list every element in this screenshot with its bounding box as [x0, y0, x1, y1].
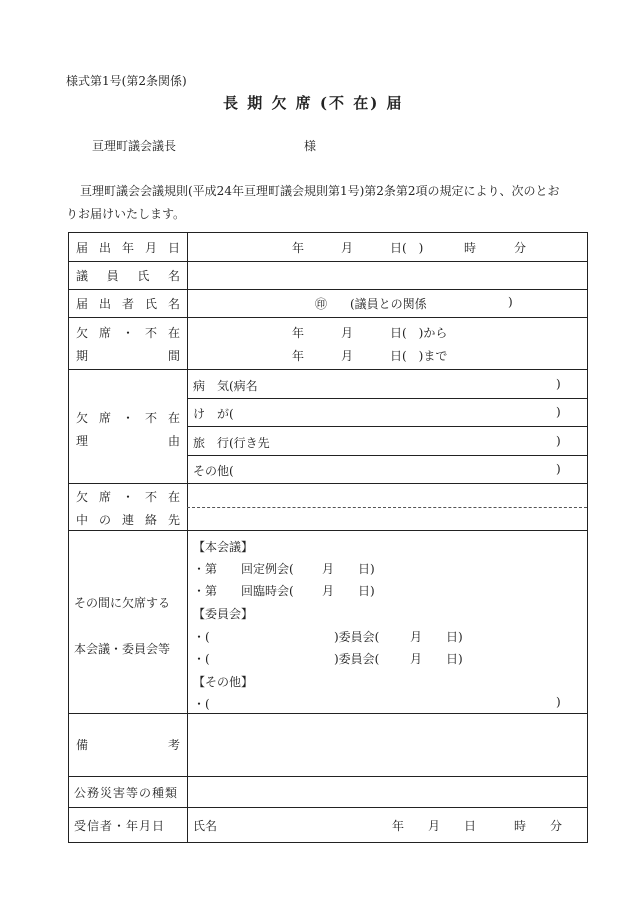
committee-1-day[interactable]: 日) — [446, 630, 463, 644]
other-heading: 【その他】 — [193, 675, 254, 689]
row-divider — [69, 530, 587, 531]
label-receiver: 受信者・年月日 — [74, 819, 166, 833]
relation-field[interactable]: (議員との関係 — [350, 297, 427, 311]
regular-session-field[interactable]: 回定例会( — [241, 562, 294, 576]
seal-mark: ㊞ — [315, 297, 328, 311]
label-absence-period-line1: 欠 席 ・ 不 在 — [76, 326, 180, 340]
committee-1-open: ・( — [193, 630, 210, 644]
body-text-line2: りお届けいたします。 — [66, 207, 186, 221]
receiver-month[interactable]: 月 — [428, 819, 441, 833]
plenary-heading: 【本会議】 — [193, 540, 254, 554]
committee-2-field[interactable]: )委員会( — [334, 652, 380, 666]
receiver-hour[interactable]: 時 — [514, 819, 527, 833]
label-contact-line2: 中 の 連 絡 先 — [76, 513, 180, 527]
label-filer-name: 届 出 者 氏 名 — [76, 297, 180, 311]
addressee-honorific: 様 — [304, 139, 317, 153]
addressee: 亘理町議会議長 — [92, 139, 177, 153]
reason-divider — [187, 426, 587, 427]
reason-injury[interactable]: け が( — [193, 407, 234, 421]
other-item-open[interactable]: ・( — [193, 697, 210, 711]
extra-session-field[interactable]: 回臨時会( — [241, 584, 294, 598]
other-item-close: ) — [556, 695, 561, 709]
extra-session-day[interactable]: 日) — [358, 584, 375, 598]
committee-2-open: ・( — [193, 652, 210, 666]
label-disaster-type: 公務災害等の種類 — [74, 786, 179, 800]
label-column-divider — [187, 233, 188, 842]
committee-2-month[interactable]: 月 — [410, 652, 423, 666]
regular-session-day[interactable]: 日) — [358, 562, 375, 576]
row-divider — [69, 317, 587, 318]
label-absence-reason-line1: 欠 席 ・ 不 在 — [76, 411, 180, 425]
label-contact-line1: 欠 席 ・ 不 在 — [76, 490, 180, 504]
contact-dashed-divider — [187, 507, 587, 508]
form-title: 長 期 欠 席 (不 在) 届 — [223, 94, 404, 112]
regular-session-prefix: ・第 — [193, 562, 218, 576]
filing-hour[interactable]: 時 — [464, 241, 477, 255]
row-divider — [69, 483, 587, 484]
reason-illness-close: ) — [556, 377, 561, 391]
reason-divider — [187, 455, 587, 456]
form-number: 様式第1号(第2条関係) — [66, 74, 187, 88]
committee-1-field[interactable]: )委員会( — [334, 630, 380, 644]
absence-form-table — [68, 232, 588, 843]
label-meetings-line2: 本会議・委員会等 — [74, 642, 171, 656]
receiver-minute[interactable]: 分 — [550, 819, 563, 833]
row-divider — [69, 369, 587, 370]
reason-travel[interactable]: 旅 行(行き先 — [193, 436, 270, 450]
relation-close: ) — [508, 295, 513, 309]
committee-2-day[interactable]: 日) — [446, 652, 463, 666]
period-to-year[interactable]: 年 — [292, 349, 305, 363]
row-divider — [69, 776, 587, 777]
receiver-year[interactable]: 年 — [392, 819, 405, 833]
receiver-day[interactable]: 日 — [464, 819, 477, 833]
period-to-month[interactable]: 月 — [341, 349, 354, 363]
reason-illness[interactable]: 病 気(病名 — [193, 379, 258, 393]
reason-injury-close: ) — [556, 405, 561, 419]
label-filing-date: 届 出 年 月 日 — [76, 241, 180, 255]
body-text-line1: 亘理町議会会議規則(平成24年亘理町議会規則第1号)第2条第2項の規定により、次のとお — [80, 184, 560, 198]
row-divider — [69, 807, 587, 808]
period-from-month[interactable]: 月 — [341, 326, 354, 340]
receiver-name[interactable]: 氏名 — [193, 819, 218, 833]
reason-other-close: ) — [556, 462, 561, 476]
filing-month[interactable]: 月 — [341, 241, 354, 255]
row-divider — [69, 261, 587, 262]
label-remarks: 備 考 — [76, 738, 180, 752]
reason-divider — [187, 398, 587, 399]
label-member-name: 議 員 氏 名 — [76, 269, 180, 283]
extra-session-prefix: ・第 — [193, 584, 218, 598]
period-from-day[interactable]: 日( )から — [390, 326, 448, 340]
regular-session-month[interactable]: 月 — [322, 562, 335, 576]
label-absence-period-line2: 期 間 — [76, 349, 180, 363]
period-to-day[interactable]: 日( )まで — [390, 349, 448, 363]
committee-1-month[interactable]: 月 — [410, 630, 423, 644]
filing-year[interactable]: 年 — [292, 241, 305, 255]
label-meetings-line1: その間に欠席する — [74, 596, 171, 610]
committee-heading: 【委員会】 — [193, 607, 254, 621]
row-divider — [69, 289, 587, 290]
filing-day[interactable]: 日( ) — [390, 241, 424, 255]
filing-minute[interactable]: 分 — [514, 241, 527, 255]
label-absence-reason-line2: 理 由 — [76, 434, 180, 448]
period-from-year[interactable]: 年 — [292, 326, 305, 340]
reason-other[interactable]: その他( — [193, 464, 234, 478]
row-divider — [69, 713, 587, 714]
reason-travel-close: ) — [556, 434, 561, 448]
extra-session-month[interactable]: 月 — [322, 584, 335, 598]
